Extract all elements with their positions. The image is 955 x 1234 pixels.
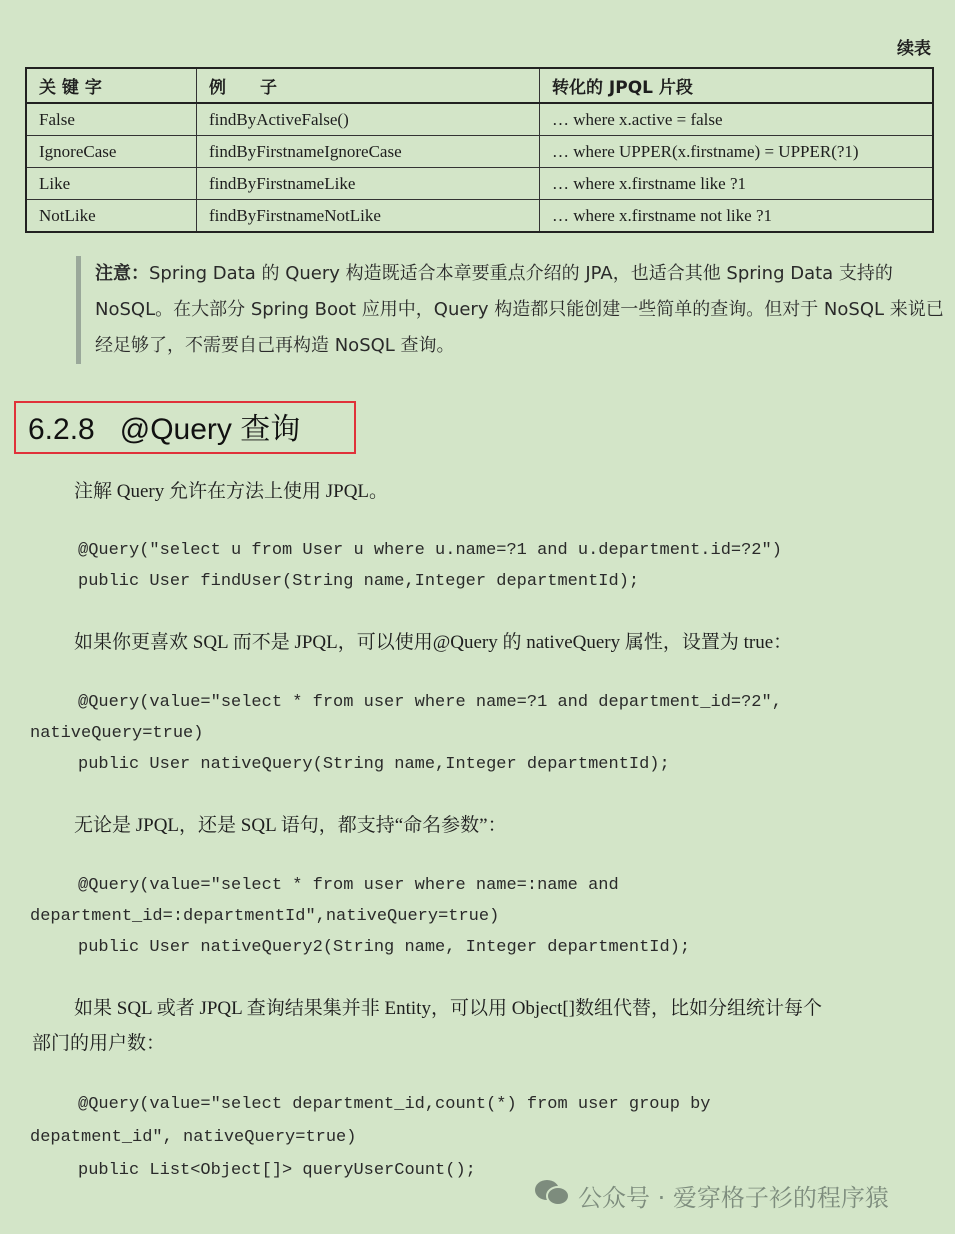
code-line: nativeQuery=true)	[30, 724, 204, 743]
paragraph: 如果 SQL 或者 JPQL 查询结果集并非 Entity，可以用 Object[]数组代替，比如分组统计每个	[74, 998, 823, 1019]
code-line: department_id=:departmentId",nativeQuery=true)	[30, 907, 500, 926]
note-label: 注意：	[95, 263, 149, 284]
continued-label: 续表	[897, 39, 931, 59]
code-line: @Query("select u from User u where u.name=?1 and u.department.id=?2")	[78, 541, 782, 560]
code-line: @Query(value="select * from user where name=:name and	[78, 876, 619, 895]
section-number: 6.2.8	[28, 413, 95, 446]
cell: … where x.firstname like ?1	[540, 168, 934, 200]
keyword-table	[25, 67, 934, 233]
note-box	[76, 256, 955, 364]
cell: … where x.firstname not like ?1	[540, 200, 934, 233]
table-header	[26, 68, 933, 103]
cell: NotLike	[26, 200, 197, 233]
code-line: public User nativeQuery2(String name, Integer departmentId);	[78, 938, 691, 957]
note-text: Spring Data 的 Query 构造既适合本章要重点介绍的 JPA，也适合其他 Spring Data 支持的 NoSQL。在大部分 Spring Boot 应用中，Query 构造都只能创建一些简单的查询。但对于 NoSQL 来说已经足够了，不需要自己再构造 NoSQL 查询。	[95, 263, 944, 356]
code-line: depatment_id", nativeQuery=true)	[30, 1128, 357, 1147]
table-row	[26, 136, 933, 168]
table-row	[26, 168, 933, 200]
watermark-text: 公众号 · 爱穿格子衫的程序猿	[578, 1184, 889, 1212]
header-keyword: 关 键 字	[26, 68, 197, 103]
cell: findByFirstnameNotLike	[197, 200, 540, 233]
cell: … where UPPER(x.firstname) = UPPER(?1)	[540, 136, 934, 168]
code-line: public List<Object[]> queryUserCount();	[78, 1161, 476, 1180]
cell: IgnoreCase	[26, 136, 197, 168]
paragraph: 注解 Query 允许在方法上使用 JPQL。	[74, 481, 389, 502]
cell: findByActiveFalse()	[197, 103, 540, 136]
code-line: public User nativeQuery(String name,Integer departmentId);	[78, 755, 670, 774]
code-line: @Query(value="select department_id,count(*) from user group by	[78, 1095, 711, 1114]
section-heading	[14, 401, 356, 454]
paragraph: 无论是 JPQL，还是 SQL 语句，都支持“命名参数”：	[74, 815, 507, 836]
cell: … where x.active = false	[540, 103, 934, 136]
header-example: 例 子	[197, 68, 540, 103]
table-row	[26, 200, 933, 233]
cell: findByFirstnameLike	[197, 168, 540, 200]
wechat-icon	[534, 1179, 570, 1213]
table-row	[26, 103, 933, 136]
paragraph: 如果你更喜欢 SQL 而不是 JPQL，可以使用@Query 的 nativeQuery 属性，设置为 true：	[74, 632, 793, 653]
paragraph: 部门的用户数：	[32, 1033, 166, 1054]
code-line: public User findUser(String name,Integer departmentId);	[78, 572, 640, 591]
cell: Like	[26, 168, 197, 200]
code-line: @Query(value="select * from user where name=?1 and department_id=?2",	[78, 693, 782, 712]
cell: False	[26, 103, 197, 136]
header-jpql: 转化的 JPQL 片段	[540, 68, 934, 103]
watermark	[534, 1178, 889, 1213]
cell: findByFirstnameIgnoreCase	[197, 136, 540, 168]
section-title: @Query 查询	[119, 413, 301, 446]
